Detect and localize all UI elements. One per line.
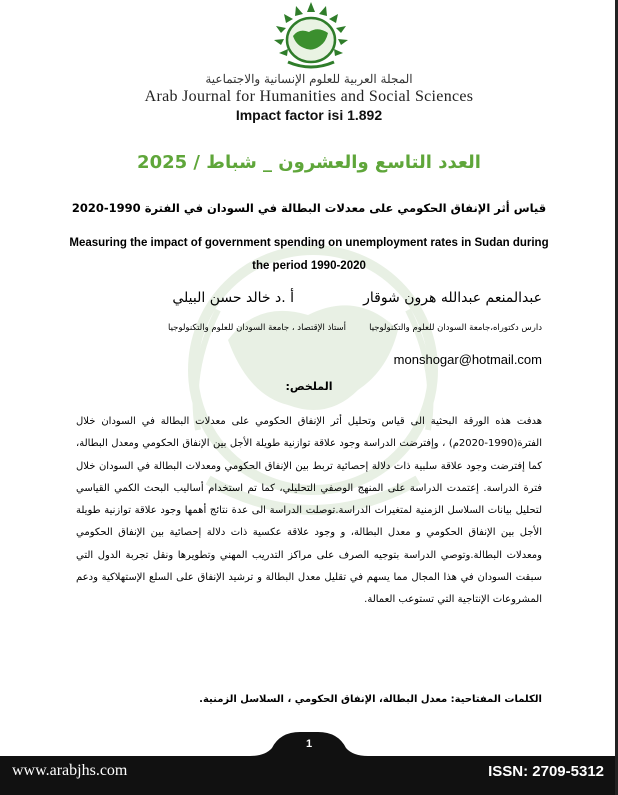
issn-label: ISSN: 2709-5312 — [488, 763, 604, 780]
abstract-body: هدفت هذه الورقة البحثية الى قياس وتحليل أثر الإنفاق الحكومي على معدلات البطالة في السودان خلال الفترة(1990-2020م) ، وإفترضت الدراسة وجود علاقة توازنية طويلة الأجل بين الإنفاق الحكومي ومعدل البطالة، كما إفترضت وجود علاقة سلبية ذات دلالة إحصائية تربط بين الإنفاق الحكومي ومعدلات البطالة في السودان خلال فترة الدراسة. إعتمدت الدراسة على المنهج الوصفي التحليلي، كما تم استخدام أساليب البحث الكمي القياسي لتحليل بيانات السلاسل الزمنية لمتغيرات الدراسة.توصلت الدراسة الى عدة نتائج أهمها وجود علاقة توازنية طويلة الأجل بين الإنفاق الحكومي و معدل البطالة، و وجود علاقة عكسية ذات دلالة إحصائية بين الإنفاق الحكومي ومعدلات البطالة.وتوصي الدراسة بتوجيه الصرف على مراكز التدريب المهني وتطويرها ونقل تجربة الدول التي سبقت السودان في هذا المجال مما يسهم في تقليل معدل البطالة و ترشيد الإنفاق على السلع الإستهلاكية ودعم المشروعات الإنتاجية التي تستوعب العمالة. — [76, 416, 542, 606]
page-number: 1 — [305, 738, 313, 750]
website-link[interactable]: www.arabjhs.com — [12, 762, 128, 779]
paper-title-english-line1: Measuring the impact of government spending on unemployment rates in Sudan during — [69, 237, 549, 249]
journal-name-english: Arab Journal for Humanities and Social Sciences — [144, 88, 474, 105]
footer-banner — [0, 720, 618, 795]
journal-name-arabic: المجلة العربية للعلوم الإنسانية والاجتماعية — [205, 72, 413, 86]
impact-factor: Impact factor isi 1.892 — [235, 107, 383, 123]
author-affiliation-2: أستاذ الإقتصاد ، جامعة السودان للعلوم والتكنولوجيا — [168, 323, 346, 333]
author-name-2: أ .د خالد حسن البيلي — [172, 290, 294, 306]
keywords: الكلمات المفتاحية: معدل البطالة، الإنفاق الحكومي ، السلاسل الزمنية. — [199, 694, 542, 705]
abstract-heading: الملخص: — [285, 380, 333, 393]
author-affiliation-1: دارس دكتوراه،جامعة السودان للعلوم والتكنولوجيا — [369, 323, 542, 333]
paper-title-english-line2: the period 1990-2020 — [252, 260, 366, 272]
author-name-1: عبدالمنعم عبدالله هرون شوقار — [363, 290, 542, 306]
author-email: monshogar@hotmail.com — [393, 352, 542, 367]
paper-title-arabic: قياس أثر الإنفاق الحكومي على معدلات البطالة في السودان في الفترة 1990-2020 — [71, 201, 547, 215]
issue-label: العدد التاسع والعشرون _ شباط / 2025 — [137, 152, 481, 173]
journal-logo-icon — [266, 0, 356, 72]
